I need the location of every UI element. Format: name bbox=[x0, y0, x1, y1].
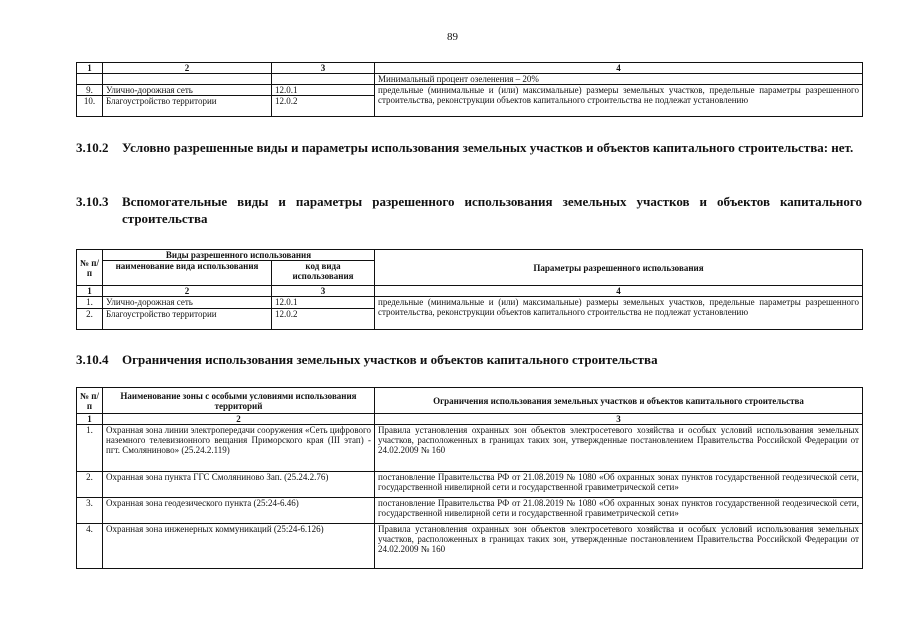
section-title: Ограничения использования земельных участков и объектов капитального строительства bbox=[122, 352, 658, 367]
column-number: 1 bbox=[77, 286, 103, 297]
section-title: Условно разрешенные виды и параметры использования земельных участков и объектов капитального строительства: нет. bbox=[122, 140, 854, 155]
table-cell-code: 12.0.2 bbox=[272, 309, 375, 330]
auxiliary-uses-table bbox=[76, 249, 863, 330]
table-cell-num: 10. bbox=[77, 96, 103, 117]
table-cell-num: 4. bbox=[77, 524, 103, 569]
section-number: 3.10.3 bbox=[76, 194, 109, 209]
column-number: 2 bbox=[103, 63, 272, 74]
section-number: 3.10.4 bbox=[76, 352, 109, 367]
table-cell-zone: Охранная зона геодезического пункта (25:24-6.46) bbox=[103, 498, 375, 524]
column-number: 1 bbox=[77, 63, 103, 74]
column-number: 2 bbox=[103, 414, 375, 425]
table-cell-name: Благоустройство территории bbox=[103, 309, 272, 330]
section-heading-3-10-4 bbox=[76, 351, 862, 368]
header-num: № п/п bbox=[77, 250, 103, 286]
header-num: № п/п bbox=[77, 388, 103, 414]
main-uses-table-continuation bbox=[76, 62, 863, 117]
table-cell-params: предельные (минимальные и (или) максимальные) размеры земельных участков, предельные параметры разрешенного строительства, реконструкции объектов капитального строительства не подлежат установлению bbox=[375, 297, 863, 330]
table-cell-restriction: постановление Правительства РФ от 21.08.2019 № 1080 «Об охранных зонах пунктов государственной геодезической сети, государственной нивелирной сети и государственной гравиметрической сети» bbox=[375, 472, 863, 498]
restrictions-table bbox=[76, 387, 863, 569]
table-cell-zone: Охранная зона инженерных коммуникаций (25:24-6.126) bbox=[103, 524, 375, 569]
table-cell-num: 9. bbox=[77, 85, 103, 96]
header-uses-group: Виды разрешенного использования bbox=[103, 250, 375, 261]
table-cell-name: Улично-дорожная сеть bbox=[103, 85, 272, 96]
table-cell-num: 2. bbox=[77, 472, 103, 498]
table-cell-restriction: Правила установления охранных зон объектов электросетевого хозяйства и особых условий использования земельных участков, расположенных в границах таких зон, утвержденные постановлением Правительства Российской Федерации от 24.02.2009 № 160 bbox=[375, 425, 863, 472]
table-cell-num: 3. bbox=[77, 498, 103, 524]
table-cell-zone: Охранная зона пункта ГГС Смоляниново Зап. (25.24.2.76) bbox=[103, 472, 375, 498]
column-number: 3 bbox=[272, 286, 375, 297]
column-number: 1 bbox=[77, 414, 103, 425]
header-use-name: наименование вида использования bbox=[103, 261, 272, 286]
table-cell-num: 1. bbox=[77, 297, 103, 309]
table-cell-restriction: Правила установления охранных зон объектов электросетевого хозяйства и особых условий использования земельных участков, расположенных в границах таких зон, утвержденные постановлением Правительства Российской Федерации от 24.02.2009 № 160 bbox=[375, 524, 863, 569]
page-number: 89 bbox=[447, 31, 458, 43]
column-number: 3 bbox=[375, 414, 863, 425]
header-params: Параметры разрешенного использования bbox=[375, 250, 863, 286]
section-title: Вспомогательные виды и параметры разрешенного использования земельных участков и объектов капитального строительства bbox=[122, 194, 862, 226]
header-zone: Наименование зоны с особыми условиями использования территорий bbox=[103, 388, 375, 414]
table-cell-zone: Охранная зона линии электропередачи сооружения «Сеть цифрового наземного телевизионного вещания Приморского края (III этап) - пгт. Смоляниново» (25.24.2.119) bbox=[103, 425, 375, 472]
table-cell-params: Минимальный процент озеленения – 20% bbox=[375, 74, 863, 85]
table-cell-name: Улично-дорожная сеть bbox=[103, 297, 272, 309]
table-cell-code: 12.0.1 bbox=[272, 297, 375, 309]
header-restrictions: Ограничения использования земельных участков и объектов капитального строительства bbox=[375, 388, 863, 414]
table-cell-num: 2. bbox=[77, 309, 103, 330]
table-cell-num: 1. bbox=[77, 425, 103, 472]
table-cell-name: Благоустройство территории bbox=[103, 96, 272, 117]
column-number: 4 bbox=[375, 63, 863, 74]
section-heading-3-10-3 bbox=[76, 193, 862, 227]
section-number: 3.10.2 bbox=[76, 140, 109, 155]
table-cell-restriction: постановление Правительства РФ от 21.08.2019 № 1080 «Об охранных зонах пунктов государственной геодезической сети, государственной нивелирной сети и государственной гравиметрической сети» bbox=[375, 498, 863, 524]
column-number: 3 bbox=[272, 63, 375, 74]
header-use-code: код вида использования bbox=[272, 261, 375, 286]
table-cell-code: 12.0.2 bbox=[272, 96, 375, 117]
section-heading-3-10-2 bbox=[76, 139, 862, 156]
table-cell-code: 12.0.1 bbox=[272, 85, 375, 96]
column-number: 2 bbox=[103, 286, 272, 297]
table-cell-params: предельные (минимальные и (или) максимальные) размеры земельных участков, предельные параметры разрешенного строительства, реконструкции объектов капитального строительства не подлежат установлению bbox=[375, 85, 863, 117]
column-number: 4 bbox=[375, 286, 863, 297]
